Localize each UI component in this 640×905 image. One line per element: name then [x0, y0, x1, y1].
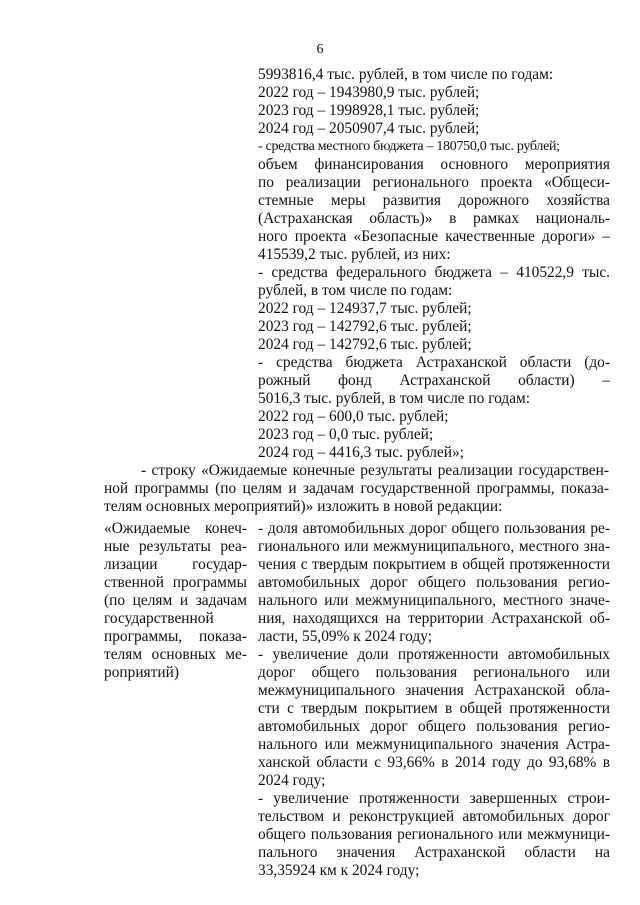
text-line: - строку «Ожидаемые конечные результаты реализации государствен- — [141, 462, 609, 479]
text-line: 2024 год – 2050907,4 тыс. рублей; — [258, 120, 480, 137]
text-line: телям основных ме- — [104, 646, 247, 663]
text-line: сти с твердым покрытием в общей протяженности — [258, 700, 610, 717]
text-line: (Астраханская область)» в рамках националь- — [258, 210, 610, 227]
text-line: ственной программы — [104, 574, 247, 591]
text-line: 2024 году; — [258, 772, 326, 789]
text-line: 2022 год – 124937,7 тыс. рублей; — [258, 300, 472, 317]
text-line: ласти, 55,09% к 2024 году; — [258, 628, 433, 645]
text-line: ной программы (по целям и задачам государственной программы, показа- — [104, 480, 609, 497]
text-line: 2022 год – 1943980,9 тыс. рублей; — [258, 84, 480, 101]
text-line: рублей, в том числе по годам: — [258, 282, 453, 299]
text-line: по реализации регионального проекта «Общеси- — [258, 174, 610, 191]
text-line: 2024 год – 4416,3 тыс. рублей»; — [258, 444, 464, 461]
text-line: ного проекта «Безопасные качественные дороги» – — [258, 228, 610, 245]
text-line: стемные меры развития дорожного хозяйства — [258, 192, 610, 209]
text-line: тельством и реконструкцией автомобильных дорог — [258, 808, 610, 825]
text-line: ния, находящихся на территории Астраханской об- — [258, 610, 610, 627]
text-line: роприятий) — [104, 664, 179, 681]
text-line: чения с твердым покрытием в общей протяженности — [258, 556, 610, 573]
text-line: 415539,2 тыс. рублей, из них: — [258, 246, 451, 263]
text-line: - средства федерального бюджета – 410522,9 тыс. — [258, 264, 610, 281]
text-line: нального или межмуниципального, местного значе- — [258, 592, 610, 609]
text-line: ные результаты реа- — [104, 538, 247, 555]
text-line: лизации государ- — [104, 556, 247, 573]
text-line: 2023 год – 1998928,1 тыс. рублей; — [258, 102, 480, 119]
text-line: 2022 год – 600,0 тыс. рублей; — [258, 408, 449, 425]
text-line: общего пользования регионального или межмуници- — [258, 826, 610, 843]
page-number: 6 — [316, 42, 324, 57]
text-line: 2023 год – 0,0 тыс. рублей; — [258, 426, 434, 443]
text-line: - средства местного бюджета – 180750,0 тыс. рублей; — [258, 139, 560, 154]
text-line: межмуниципального значения Астраханской обла- — [258, 682, 610, 699]
text-line: пального значения Астраханской области на — [258, 844, 610, 861]
text-line: 2023 год – 142792,6 тыс. рублей; — [258, 318, 472, 335]
text-line: 5993816,4 тыс. рублей, в том числе по годам: — [258, 66, 554, 83]
text-line: автомобильных дорог общего пользования регио- — [258, 718, 610, 735]
text-line: программы, показа- — [104, 628, 247, 645]
text-line: телям основных мероприятий)» изложить в новой редакции: — [104, 498, 503, 515]
text-line: - увеличение доли протяженности автомобильных — [258, 646, 610, 663]
text-line: объем финансирования основного мероприятия — [258, 156, 610, 173]
text-line: гионального или межмуниципального, местного зна- — [258, 538, 610, 555]
text-line: дорог общего пользования регионального или — [258, 664, 610, 681]
text-line: 2024 год – 142792,6 тыс. рублей; — [258, 336, 472, 353]
text-line: автомобильных дорог общего пользования регио- — [258, 574, 610, 591]
text-line: (по целям и задачам — [104, 592, 247, 609]
text-line: 5016,3 тыс. рублей, в том числе по годам: — [258, 390, 531, 407]
text-line: - доля автомобильных дорог общего пользования ре- — [258, 520, 610, 537]
text-line: - увеличение протяженности завершенных строи- — [258, 790, 610, 807]
text-line: рожный фонд Астраханской области) – — [258, 372, 610, 389]
text-line: 33,35924 км к 2024 году; — [258, 862, 420, 879]
text-line: ханской области с 93,66% в 2014 году до 93,68% в — [258, 754, 610, 771]
text-line: «Ожидаемые конеч- — [104, 520, 247, 537]
text-line: - средства бюджета Астраханской области (до- — [258, 354, 610, 371]
text-line: государственной — [104, 610, 214, 627]
text-line: нального или межмуниципального значения Астра- — [258, 736, 610, 753]
